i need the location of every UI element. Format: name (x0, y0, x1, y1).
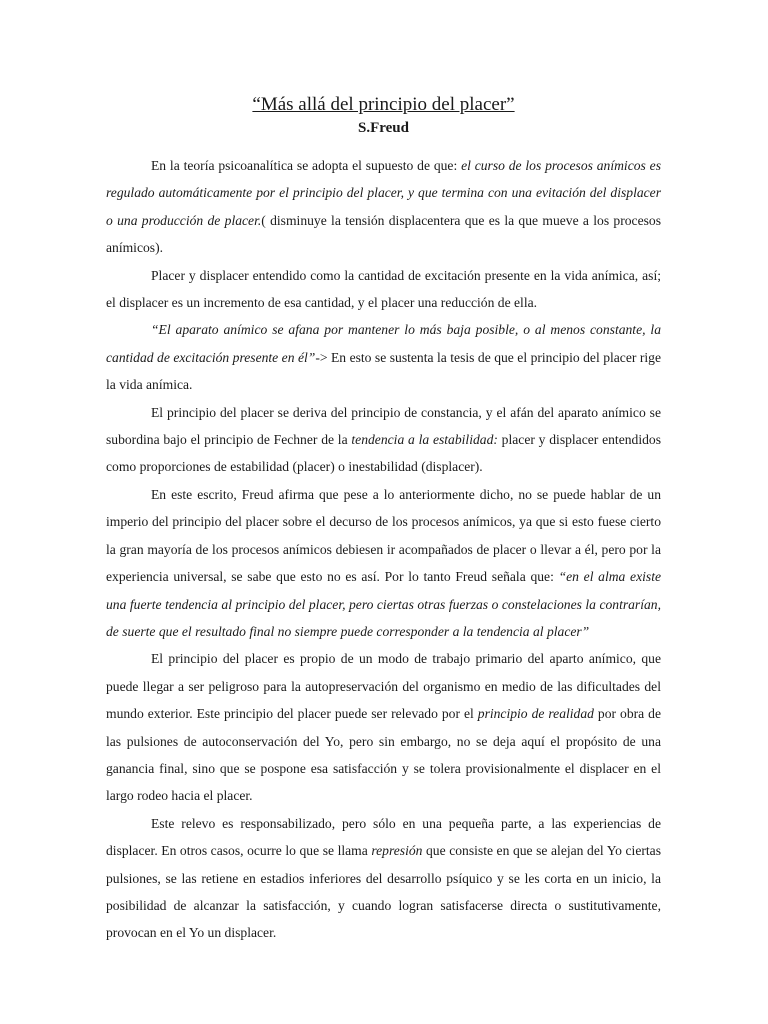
document-author: S.Freud (358, 120, 409, 136)
italic-text-run: represión (371, 843, 423, 859)
document-page (106, 92, 661, 947)
paragraph (106, 645, 661, 809)
text-run: En la teoría psicoanalítica se adopta el supuesto de que: (151, 158, 462, 173)
document-body (106, 152, 661, 947)
italic-text-run: “El aparato anímico se afana por mantener lo más baja posible, o al menos constante, la cantidad de excitación presente en él” (106, 322, 661, 365)
italic-text-run: principio de realidad (477, 706, 594, 722)
paragraph (106, 316, 661, 398)
text-run: placer y displacer entendidos como proporciones de estabilidad (placer) o inestabilidad (displacer). (106, 432, 661, 475)
italic-text-run: el curso de los procesos anímicos es regulado automáticamente por el principio del placer, y que termina con una evitación del displacer o una producción de placer. (106, 158, 661, 228)
paragraph (106, 810, 661, 947)
text-run: por obra de las pulsiones de autoconservación del Yo, pero sin embargo, no se deja aquí el propósito de una ganancia final, sino que se pospone esa satisfacción y se tolera provisionalmente el displacer en el largo rodeo hacia el placer. (106, 706, 661, 804)
italic-text-run: “en el alma existe una fuerte tendencia al principio del placer, pero ciertas otras fuerzas o constelaciones la contrarían, de suerte que el resultado final no siempre puede corresponder a la tendencia al placer” (106, 569, 662, 639)
paragraph (106, 262, 661, 317)
italic-text-run: tendencia a la estabilidad: (351, 432, 498, 448)
text-run: El principio del placer es propio de un modo de trabajo primario del aparto anímico, que puede llegar a ser peligroso para la autopreservación del organismo en medio de las dificultades del mundo exterior. Este principio del placer puede ser relevado por el (106, 651, 661, 722)
text-run: En este escrito, Freud afirma que pese a lo anteriormente dicho, no se puede hablar de un imperio del principio del placer sobre el decurso de los procesos anímicos, ya que si esto fuese cierto la gran mayoría de los procesos anímicos debiesen ir acompañados de placer o llevar a él, pero por la experiencia universal, se sabe que esto no es así. Por lo tanto Freud señala que: (106, 486, 661, 585)
text-run: El principio del placer se deriva del principio de constancia, y el afán del aparato anímico se subordina bajo el principio de Fechner de la (106, 404, 661, 448)
paragraph (106, 399, 661, 481)
text-run: ( disminuye la tensión displacentera que es la que mueve a los procesos anímicos). (106, 212, 661, 256)
paragraph (106, 152, 661, 262)
text-run: Este relevo es responsabilizado, pero sólo en una pequeña parte, a las experiencias de displacer. En otros casos, ocurre lo que se llama (106, 815, 661, 859)
text-run: Placer y displacer entendido como la cantidad de excitación presente en la vida anímica, así; el displacer es un incremento de esa cantidad, y el placer una reducción de ella. (106, 267, 661, 311)
text-run: que consiste en que se alejan del Yo ciertas pulsiones, se las retiene en estadios inferiores del desarrollo psíquico y se les corta en un inicio, la posibilidad de alcanzar la satisfacción, y cuando logran satisfacerse directa o sustitutivamente, provocan en el Yo un displacer. (106, 843, 661, 941)
text-run: -> En esto se sustenta la tesis de que el principio del placer rige la vida anímica. (106, 349, 661, 393)
document-title: “Más allá del principio del placer” (252, 94, 515, 115)
paragraph (106, 481, 661, 645)
